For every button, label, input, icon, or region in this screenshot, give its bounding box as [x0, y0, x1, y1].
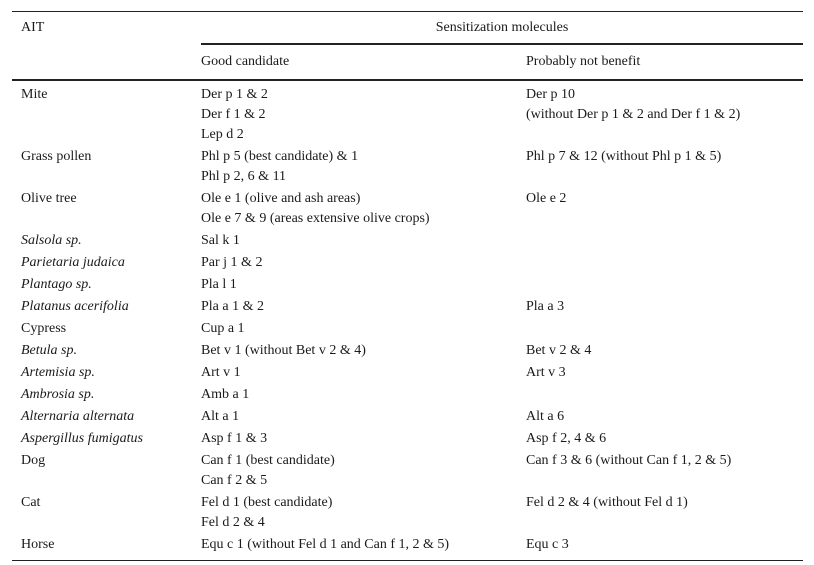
ait-cell: Plantago sp.: [21, 277, 92, 292]
sensitization-table: [12, 11, 803, 561]
table-header: [12, 12, 803, 81]
good-candidate-cell: [201, 361, 526, 383]
good-candidate-line: Sal k 1: [201, 233, 240, 248]
not-benefit-line: (without Der p 1 & 2 and Der f 1 & 2): [526, 107, 741, 122]
not-benefit-cell: [526, 491, 803, 533]
ait-cell: Betula sp.: [21, 343, 77, 358]
not-benefit-line: Der p 10: [526, 87, 575, 102]
good-candidate-cell: [201, 229, 526, 251]
good-candidate-line: Ole e 1 (olive and ash areas): [201, 191, 361, 206]
good-candidate-line: Amb a 1: [201, 387, 250, 402]
good-candidate-line: Der p 1 & 2: [201, 87, 268, 102]
not-benefit-line: Equ c 3: [526, 537, 569, 552]
not-benefit-line: Asp f 2, 4 & 6: [526, 431, 607, 446]
good-candidate-line: Lep d 2: [201, 127, 244, 142]
header-good-candidate: Good candidate: [201, 44, 526, 80]
good-candidate-cell: [201, 491, 526, 533]
not-benefit-cell: [526, 339, 803, 361]
not-benefit-cell: [526, 229, 803, 251]
ait-cell: Dog: [21, 453, 46, 468]
table-row: [12, 317, 803, 339]
ait-cell: Salsola sp.: [21, 233, 82, 248]
ait-cell: Mite: [21, 87, 48, 102]
not-benefit-cell: [526, 80, 803, 145]
ait-cell: Grass pollen: [21, 149, 92, 164]
header-sensitization-molecules: Sensitization molecules: [201, 12, 803, 45]
not-benefit-line: Pla a 3: [526, 299, 565, 314]
not-benefit-cell: [526, 273, 803, 295]
not-benefit-line: Phl p 7 & 12 (without Phl p 1 & 5): [526, 149, 722, 164]
good-candidate-cell: [201, 383, 526, 405]
table-row: [12, 339, 803, 361]
good-candidate-line: Can f 1 (best candidate): [201, 453, 335, 468]
header-ait: AIT: [21, 20, 45, 35]
ait-cell: Horse: [21, 537, 55, 552]
not-benefit-line: Bet v 2 & 4: [526, 343, 592, 358]
good-candidate-cell: [201, 317, 526, 339]
good-candidate-line: Fel d 1 (best candidate): [201, 495, 333, 510]
good-candidate-line: Can f 2 & 5: [201, 473, 268, 488]
ait-cell: Olive tree: [21, 191, 77, 206]
table-row: [12, 383, 803, 405]
good-candidate-cell: [201, 405, 526, 427]
ait-cell: Ambrosia sp.: [21, 387, 95, 402]
not-benefit-cell: [526, 383, 803, 405]
table-row: [12, 533, 803, 561]
table-row: [12, 187, 803, 229]
good-candidate-cell: [201, 273, 526, 295]
good-candidate-cell: [201, 339, 526, 361]
good-candidate-line: Der f 1 & 2: [201, 107, 266, 122]
table-row: [12, 361, 803, 383]
good-candidate-line: Alt a 1: [201, 409, 240, 424]
not-benefit-cell: [526, 317, 803, 339]
table-row: [12, 405, 803, 427]
not-benefit-line: Alt a 6: [526, 409, 565, 424]
sensitization-table-container: [12, 11, 803, 561]
good-candidate-line: Equ c 1 (without Fel d 1 and Can f 1, 2 & 5): [201, 537, 450, 552]
good-candidate-line: Phl p 5 (best candidate) & 1: [201, 149, 359, 164]
ait-cell: Parietaria judaica: [21, 255, 125, 270]
table-row: [12, 295, 803, 317]
table-row: [12, 449, 803, 491]
good-candidate-line: Bet v 1 (without Bet v 2 & 4): [201, 343, 366, 358]
ait-cell: Cat: [21, 495, 41, 510]
table-row: [12, 145, 803, 187]
not-benefit-cell: [526, 251, 803, 273]
not-benefit-cell: [526, 295, 803, 317]
good-candidate-cell: [201, 295, 526, 317]
header-row-2: [12, 44, 803, 80]
good-candidate-cell: [201, 80, 526, 145]
ait-cell: Platanus acerifolia: [21, 299, 129, 314]
ait-cell: Artemisia sp.: [21, 365, 95, 380]
good-candidate-cell: [201, 251, 526, 273]
header-row-1: [12, 12, 803, 45]
ait-cell: Cypress: [21, 321, 67, 336]
table-row: [12, 427, 803, 449]
good-candidate-cell: [201, 427, 526, 449]
good-candidate-cell: [201, 533, 526, 561]
not-benefit-line: Ole e 2: [526, 191, 567, 206]
good-candidate-cell: [201, 449, 526, 491]
not-benefit-cell: [526, 361, 803, 383]
table-row: [12, 229, 803, 251]
ait-cell: Alternaria alternata: [21, 409, 135, 424]
not-benefit-cell: [526, 405, 803, 427]
good-candidate-cell: [201, 187, 526, 229]
good-candidate-line: Asp f 1 & 3: [201, 431, 268, 446]
header-probably-not-benefit: Probably not benefit: [526, 44, 803, 80]
not-benefit-line: Can f 3 & 6 (without Can f 1, 2 & 5): [526, 453, 732, 468]
header-ait-spacer: [12, 44, 201, 80]
good-candidate-line: Cup a 1: [201, 321, 245, 336]
not-benefit-cell: [526, 427, 803, 449]
not-benefit-cell: [526, 145, 803, 187]
not-benefit-cell: [526, 187, 803, 229]
good-candidate-line: Phl p 2, 6 & 11: [201, 169, 287, 184]
good-candidate-cell: [201, 145, 526, 187]
good-candidate-line: Par j 1 & 2: [201, 255, 263, 270]
not-benefit-cell: [526, 533, 803, 561]
good-candidate-line: Pla a 1 & 2: [201, 299, 264, 314]
table-body: [12, 80, 803, 561]
table-row: [12, 273, 803, 295]
good-candidate-line: Fel d 2 & 4: [201, 515, 265, 530]
not-benefit-cell: [526, 449, 803, 491]
good-candidate-line: Art v 1: [201, 365, 241, 380]
good-candidate-line: Ole e 7 & 9 (areas extensive olive crops): [201, 211, 430, 226]
table-row: [12, 251, 803, 273]
good-candidate-line: Pla l 1: [201, 277, 237, 292]
table-row: [12, 491, 803, 533]
not-benefit-line: Art v 3: [526, 365, 566, 380]
table-row: [12, 80, 803, 145]
ait-cell: Aspergillus fumigatus: [21, 431, 143, 446]
not-benefit-line: Fel d 2 & 4 (without Fel d 1): [526, 495, 688, 510]
